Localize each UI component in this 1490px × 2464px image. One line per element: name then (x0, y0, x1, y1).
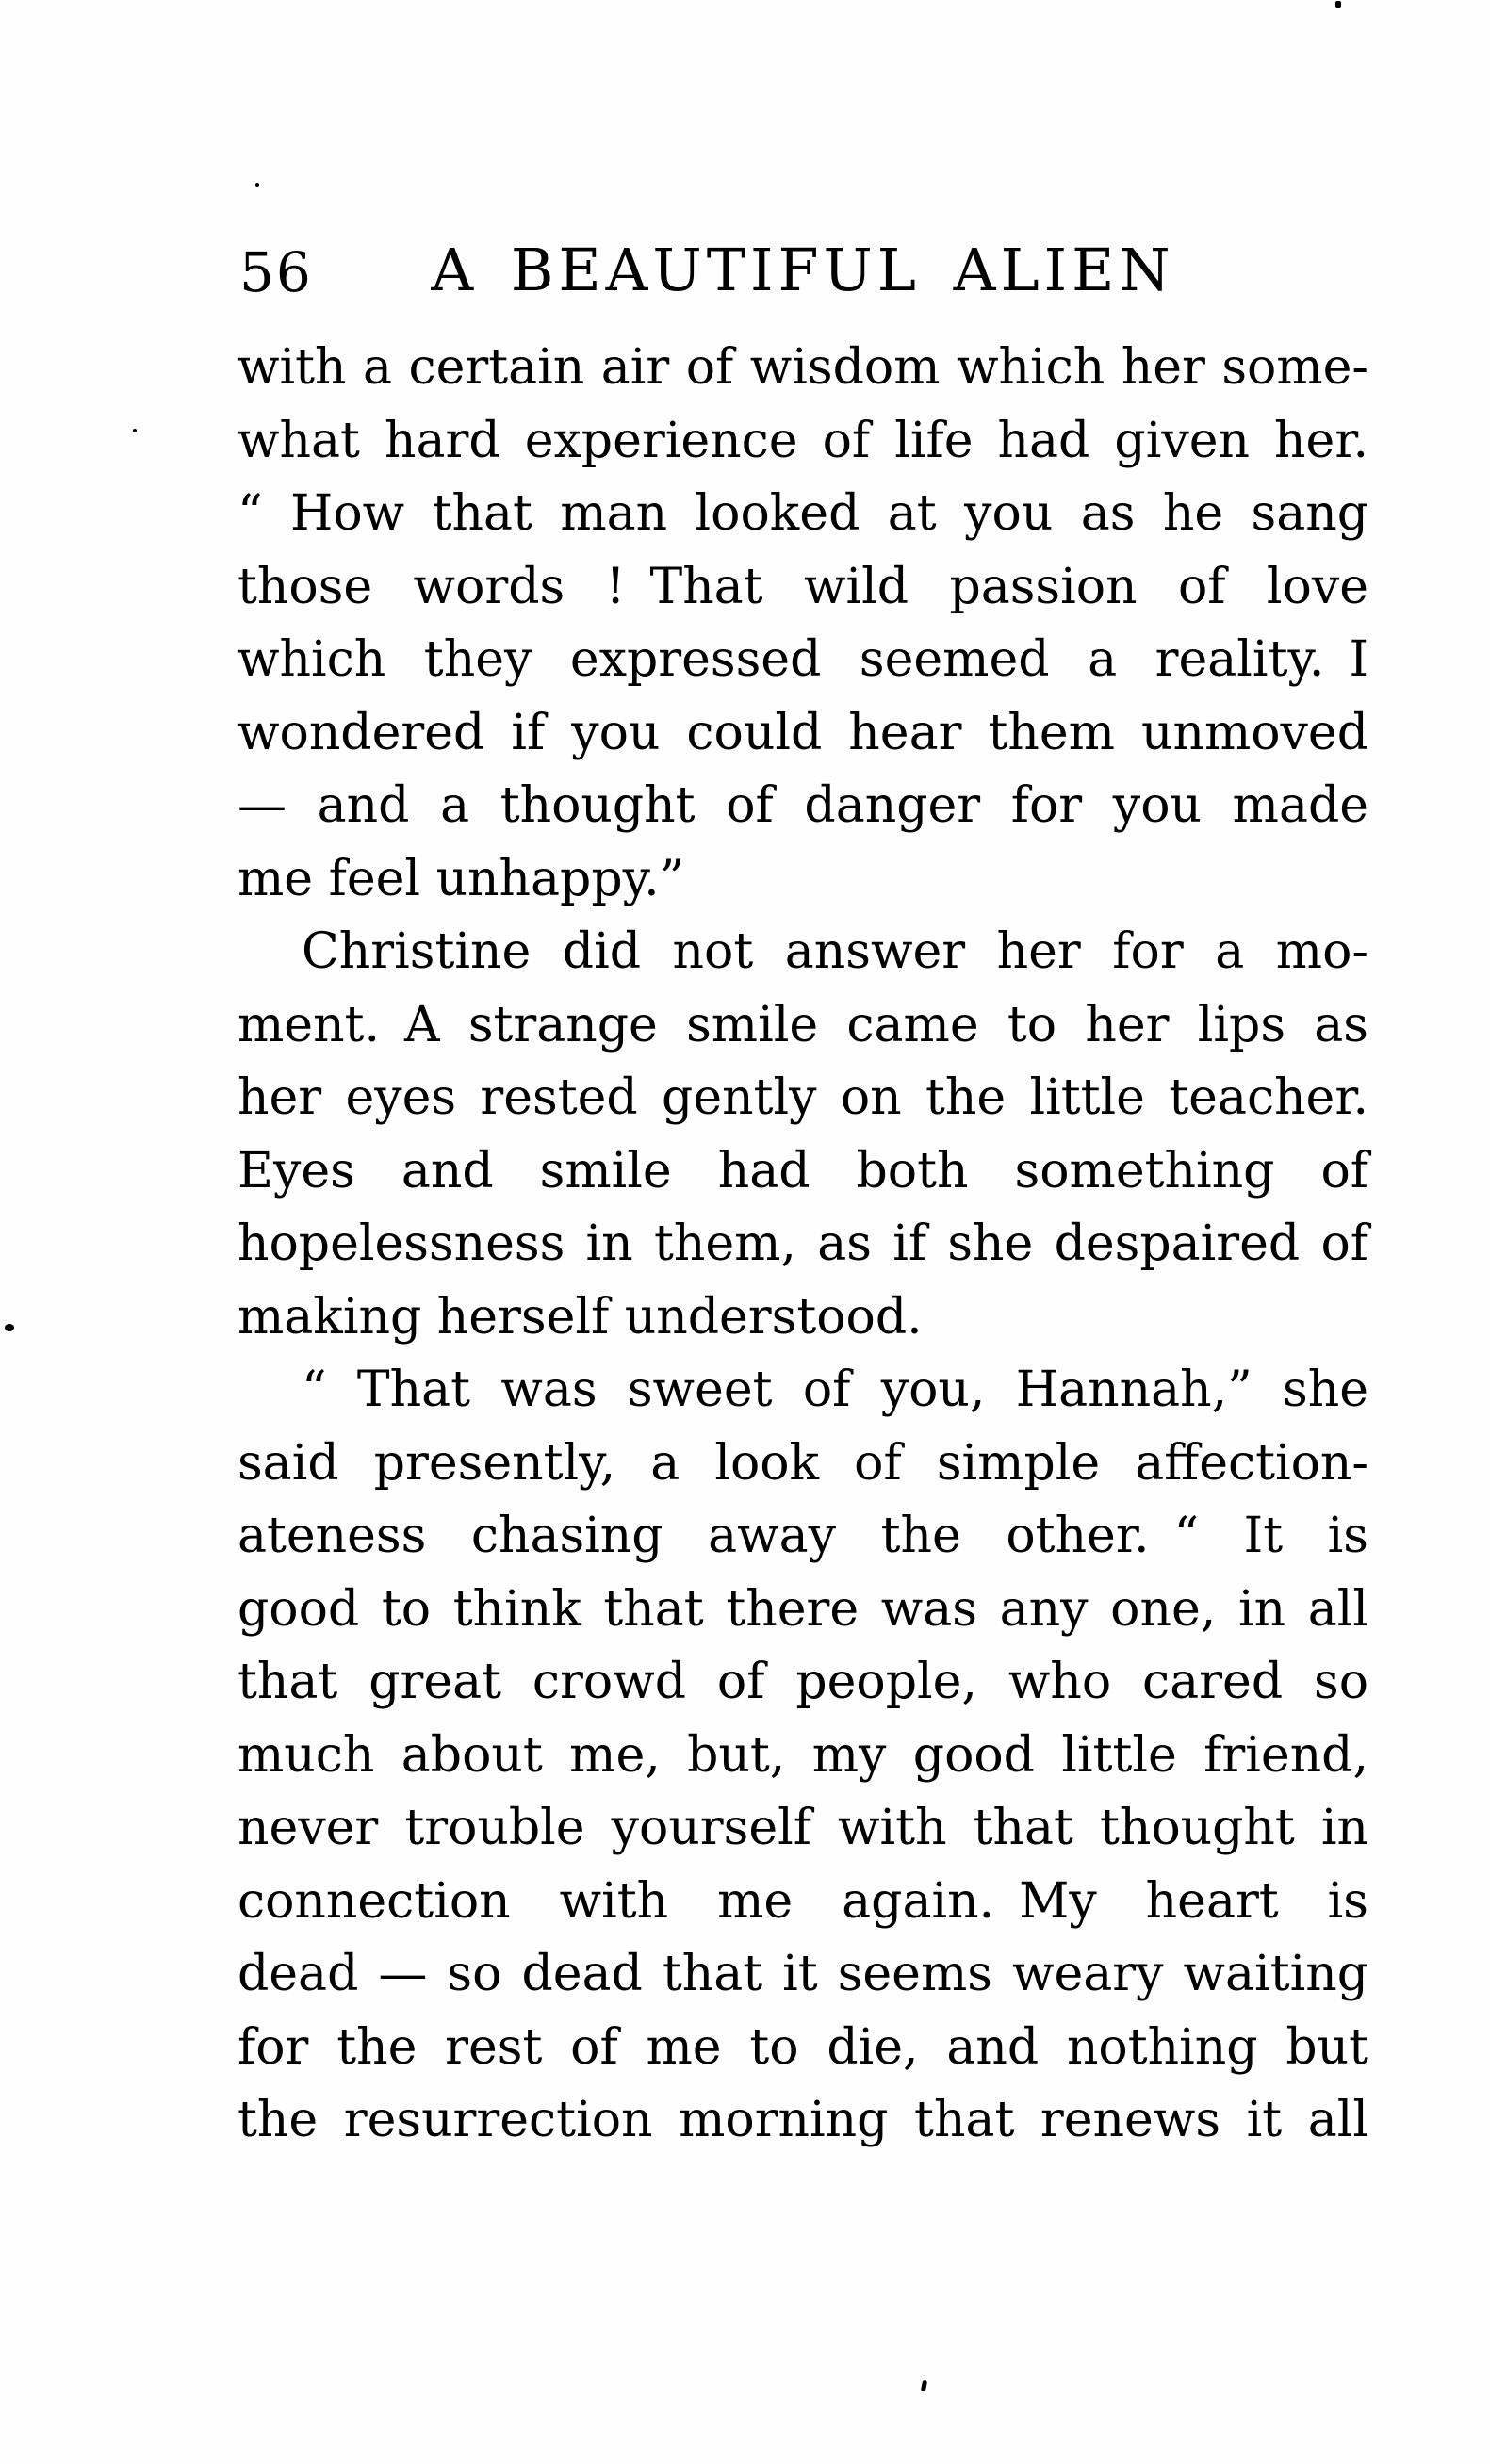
text-line: making herself understood. (237, 1288, 923, 1346)
text-line: that great crowd of people, who cared so (237, 1654, 1368, 1710)
text-line: the resurrection morning that renews it all (237, 2092, 1368, 2148)
scan-speck (5, 1324, 14, 1331)
chapter-running-title: A BEAUTIFUL ALIEN (431, 236, 1175, 304)
text-line: those words ! That wild passion of love (237, 558, 1368, 615)
text-line: hopelessness in them, as if she despaired of (237, 1216, 1368, 1272)
text-line: connection with me again. My heart is (237, 1872, 1368, 1930)
scan-speck (255, 183, 259, 187)
text-line: — and a thought of danger for you made (237, 777, 1368, 834)
text-line: “ That was sweet of you, Hannah,” she (302, 1362, 1368, 1418)
running-header (237, 236, 1368, 307)
text-line: Christine did not answer her for a mo- (302, 923, 1368, 980)
text-line: said presently, a look of simple affection- (237, 1434, 1368, 1492)
text-line: much about me, but, my good little friend, (237, 1726, 1368, 1784)
text-line: wondered if you could hear them unmoved (237, 704, 1368, 761)
text-line: ateness chasing away the other. “ It is (237, 1508, 1368, 1564)
scan-speck (133, 429, 137, 432)
scan-speck (1335, 1, 1341, 8)
text-line: for the rest of me to die, and nothing but (237, 2018, 1368, 2076)
scan-speck (921, 2380, 927, 2392)
text-line: Eyes and smile had both something of (237, 1142, 1368, 1199)
text-line: with a certain air of wisdom which her some- (237, 339, 1368, 396)
page-number: 56 (239, 240, 313, 304)
text-line: good to think that there was any one, in all (237, 1580, 1368, 1638)
text-line: which they expressed seemed a reality. I (237, 631, 1368, 688)
text-line: dead — so dead that it seems weary waiting (237, 1946, 1368, 2002)
text-line: “ How that man looked at you as he sang (237, 485, 1368, 542)
text-line: what hard experience of life had given her. (237, 412, 1368, 469)
text-line: me feel unhappy.” (237, 850, 685, 907)
text-block (237, 332, 1368, 2158)
text-line: ment. A strange smile came to her lips as (237, 996, 1368, 1053)
text-line: never trouble yourself with that thought in (237, 1800, 1368, 1856)
text-line: her eyes rested gently on the little teacher. (237, 1069, 1368, 1126)
